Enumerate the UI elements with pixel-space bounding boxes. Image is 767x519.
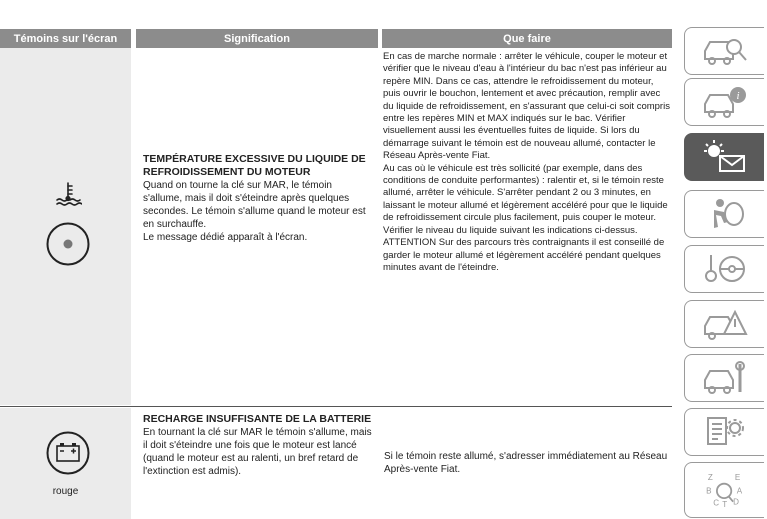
- que-faire-text: Si le témoin reste allumé, s'adresser immédiatement au Réseau Après-vente Fiat.: [384, 451, 668, 475]
- coolant-temperature-icon: [54, 181, 82, 207]
- tab-starting-driving[interactable]: [684, 245, 764, 293]
- key-steering-wheel-icon: [702, 251, 748, 287]
- signification-text: En tournant la clé sur MAR le témoin s'allume, mais il doit s'éteindre une fois que le moteur est lancé (quand le moteur est au ralenti, un bref retard de l'extinction est admis).: [143, 427, 372, 477]
- column-header-signification: Signification: [136, 29, 378, 48]
- car-wrench-icon: [702, 360, 748, 396]
- circle-indicator-icon: [45, 221, 91, 267]
- table-row-coolant-temperature: [0, 48, 672, 405]
- car-warning-triangle-icon: [702, 306, 748, 342]
- index-letter: B: [705, 486, 711, 496]
- que-faire-text: Au cas où le véhicule est très sollicité (par exemple, dans des conditions de conduite performantes) : ralentir et, si le témoin reste allumé, arrêter le véhicule. S'arrêter pendant 2 ou 3 minutes, en laissant le moteur allumé et légèrement accéléré pour que le liquide de refroidissement circule plus facilement, puis couper le moteur. Vérifier le niveau du liquide suivant les indications ci-dessus.: [383, 162, 668, 236]
- tab-alphabetical-index[interactable]: [684, 462, 764, 518]
- tab-safety[interactable]: [684, 190, 764, 238]
- table-row-battery-charge: [0, 408, 672, 519]
- car-info-icon: [702, 84, 748, 120]
- signification-cell: [136, 408, 378, 519]
- car-magnifier-icon: [702, 33, 748, 69]
- signification-cell: [136, 48, 378, 405]
- column-header-que-faire: Que faire: [382, 29, 672, 48]
- airbag-passenger-icon: [702, 196, 748, 232]
- alphabet-index-icon: [702, 472, 748, 508]
- index-letter: Z: [707, 473, 713, 483]
- warning-title: RECHARGE INSUFFISANTE DE LA BATTERIE: [143, 413, 372, 425]
- signification-text: Quand on tourne la clé sur MAR, le témoin s'allume, mais il doit s'éteindre après quelques secondes. Le témoin s'allume quand le moteur est en surchauffe.: [143, 180, 366, 230]
- row-divider: [0, 406, 672, 407]
- que-faire-text: En cas de marche normale : arrêter le véhicule, couper le moteur et vérifier que le niveau d'eau à l'intérieur du bac n'est pas inférieur au repère MIN. Dans ce cas, attendre le refroidissement du moteur, puis ouvrir le bouchon, lentement et avec précaution, remplir avec du liquide de refroidissement, en s'assurant que celui-ci soit compris entre les repères MIN et MAX indiqués sur le bac. Vérifier visuellement aussi les éventuelles fuites de liquide. Si lors du démarrage suivant le témoin est de nouveau allumé, contacter le Réseau Après-vente Fiat.: [383, 51, 670, 162]
- index-letter: C: [712, 498, 719, 508]
- color-label: rouge: [52, 486, 79, 497]
- tab-warning-lights[interactable]: [684, 133, 764, 181]
- tab-car-info[interactable]: [684, 78, 764, 126]
- index-letter: A: [736, 486, 742, 496]
- que-faire-cell: [382, 408, 672, 519]
- tab-technical-data[interactable]: [684, 408, 764, 456]
- svg-text:i: i: [735, 90, 740, 102]
- que-faire-cell: [382, 48, 672, 405]
- que-faire-text: ATTENTION Sur des parcours très contraignants il est conseillé de garder le moteur allumé et légèrement accéléré pendant quelques minutes avant de l'éteindre.: [383, 237, 665, 273]
- tab-emergency[interactable]: [684, 300, 764, 348]
- tab-car-search[interactable]: [684, 27, 764, 75]
- icon-cell: [0, 48, 131, 405]
- column-header-temoins: Témoins sur l'écran: [0, 29, 131, 48]
- icon-cell: [0, 408, 131, 519]
- index-letter: D: [732, 497, 739, 507]
- warning-light-message-icon: [702, 139, 748, 175]
- index-letter: E: [734, 473, 740, 483]
- document-gear-icon: [702, 414, 748, 450]
- tab-maintenance[interactable]: [684, 354, 764, 402]
- battery-icon: [45, 430, 91, 476]
- warning-title: TEMPÉRATURE EXCESSIVE DU LIQUIDE DE REFROIDISSEMENT DU MOTEUR: [143, 153, 366, 178]
- signification-text: Le message dédié apparaît à l'écran.: [143, 232, 308, 243]
- index-letter: T: [721, 500, 727, 508]
